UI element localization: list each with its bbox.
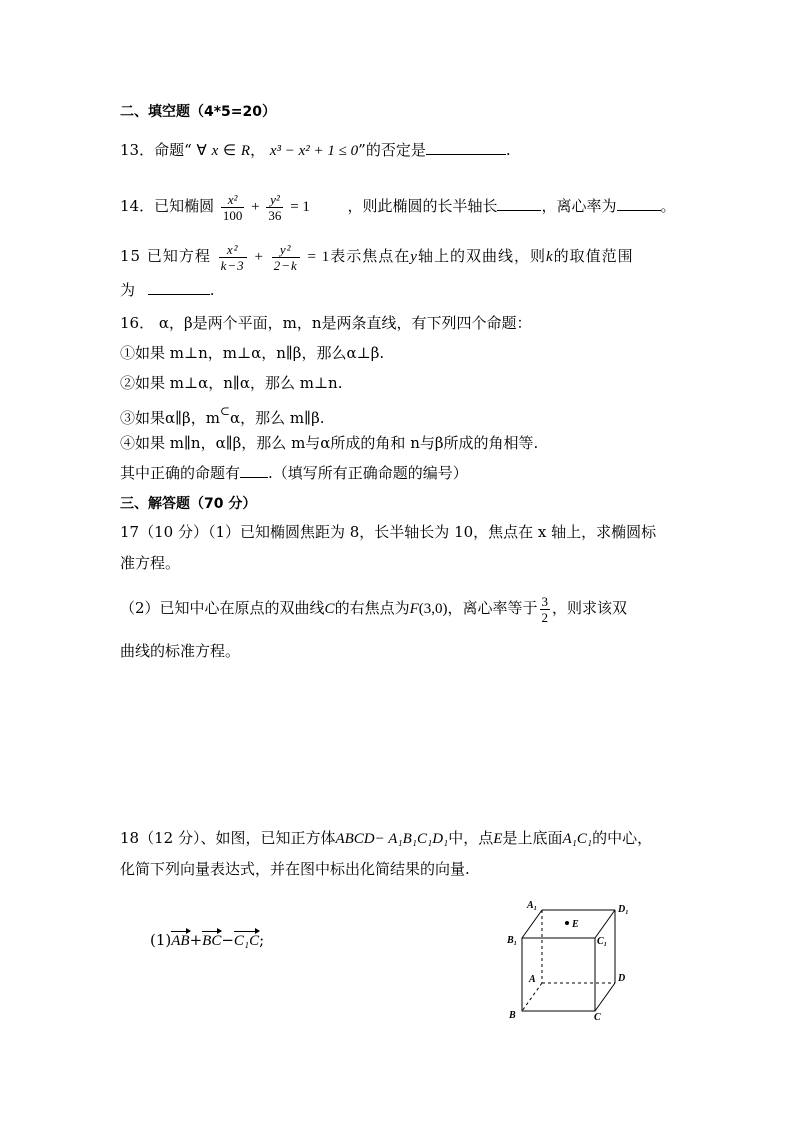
q17-line2: 准方程。 [120, 554, 181, 572]
q18-sub1 [150, 930, 264, 951]
q14-prefix: 14．已知椭圆 [120, 197, 215, 215]
q15-fraction-y: $\frac{\text{y²}}{2-k}$ [273, 241, 298, 273]
label-D1: D₁ [618, 904, 629, 915]
section-title-solve: 三、解答题（70 分） [120, 496, 257, 512]
q15-equals: = 1 [307, 249, 331, 265]
question-15 [120, 236, 634, 277]
q17-p2a: （2）已知中心在原点的双曲线 [120, 599, 325, 617]
q18-line1 [120, 828, 652, 849]
q17-part2 [120, 588, 627, 629]
q17-F-point: (3,0) [418, 601, 448, 617]
q13-in: ∈ [223, 143, 237, 159]
label-A1: A₁ [527, 900, 538, 911]
q14-fraction-y: $\frac{\text{y²}}{36}$ [268, 191, 282, 223]
q15-line2-text: 为 [120, 281, 136, 299]
label-C1: C₁ [597, 936, 608, 947]
q18-vector-BC: BC [202, 933, 222, 949]
q18-l1a: 18（12 分）、如图，已知正方体 [120, 829, 336, 847]
q16-item-2: ②如果 m⊥α，n∥α，那么 m⊥n. [120, 374, 343, 392]
q16-item3-a: ③如果α∥β，m [120, 409, 220, 427]
q13-suffix: ”的否定是 [358, 141, 426, 159]
q17-p2c: ，离心率等于 [447, 599, 538, 617]
q14-fraction-x: $\frac{\text{x²}}{100}$ [222, 191, 243, 223]
label-D: D [618, 973, 626, 984]
q18-face: A₁C₁ [562, 831, 593, 847]
q18-l1b: 中，点 [448, 829, 494, 847]
q16-item3-subset: ⊂ [219, 404, 231, 418]
q14-plus: + [251, 199, 260, 215]
q13-forall: ∀ [196, 143, 207, 159]
q16-item3-b: α，那么 m∥β. [230, 409, 325, 427]
point-E-dot [565, 921, 569, 925]
edge-AB-hidden [522, 983, 542, 1011]
label-B1: B₁ [507, 935, 518, 946]
q16-intro: 16． α，β是两个平面，m，n是两条直线，有下列四个命题： [120, 314, 532, 332]
q14-equals: = 1 [290, 199, 310, 215]
edge-A1B1 [522, 910, 542, 938]
label-A: A [529, 974, 536, 985]
q14-mid2: ，离心率为 [541, 197, 617, 215]
q16-item-1: ①如果 m⊥n，m⊥α，n∥β，那么α⊥β. [120, 344, 385, 362]
q15-prefix: 15 已知方程 [120, 247, 211, 265]
q18-sub-label: (1) [150, 931, 172, 949]
q18-cube: ABCD− A₁B₁C₁D₁ [335, 831, 449, 847]
q15-answer-blank[interactable] [148, 280, 210, 295]
q15-fraction-x: $\frac{\text{x²}}{k-3}$ [220, 241, 245, 273]
q18-line2: 化简下列向量表达式，并在图中标出化简结果的向量. [120, 860, 470, 878]
q18-op-plus: + [189, 931, 203, 949]
question-13 [120, 140, 511, 161]
q13-R: R [240, 143, 251, 159]
q18-sub-end: ; [259, 931, 265, 949]
q18-vector-C1C: C₁C [233, 933, 260, 949]
q18-op-minus: − [221, 931, 234, 949]
question-14 [120, 186, 676, 227]
label-B: B [509, 1010, 516, 1021]
q17-fraction: $\frac{3}{2}$ [541, 593, 549, 625]
q16-item-4: ④如果 m∥n，α∥β，那么 m与α所成的角和 n与β所成的角相等. [120, 434, 539, 452]
q13-x: x [211, 143, 219, 159]
q16-closing [120, 463, 468, 483]
edge-CD [595, 983, 615, 1011]
q14-blank-eccentricity[interactable] [617, 196, 661, 211]
q15-text1: 表示焦点在 [330, 247, 411, 265]
q15-end: . [209, 281, 215, 299]
q15-y: y [410, 249, 418, 265]
label-C: C [594, 1012, 601, 1023]
q13-prefix: 13．命题“ [120, 141, 192, 159]
q18-l1d: 的中心， [592, 829, 653, 847]
q16-item-3 [120, 403, 325, 428]
cube-figure [505, 898, 655, 1028]
q13-end: . [505, 141, 511, 159]
q14-mid: ，则此椭圆的长半轴长 [347, 197, 498, 215]
q16-closing-a: 其中正确的命题有 [120, 464, 241, 482]
q17-F: F [409, 601, 419, 617]
label-E: E [572, 919, 579, 930]
section-title-fill-blank: 二、填空题（4*5=20） [120, 104, 277, 120]
q15-text2: 轴上的双曲线，则 [417, 247, 546, 265]
q15-plus: + [254, 249, 264, 265]
q13-expression: x³ − x² + 1 ≤ 0 [269, 143, 359, 159]
q14-blank-axis[interactable] [497, 196, 541, 211]
q18-E: E [493, 831, 503, 847]
q18-l1c: 是上底面 [502, 829, 563, 847]
q17-line4: 曲线的标准方程。 [120, 642, 241, 660]
q18-vector-AB: AB [171, 933, 190, 949]
edge-D1C1 [595, 910, 615, 938]
q17-p2d: ，则求该双 [552, 599, 628, 617]
q17-p2b: 的右焦点为 [334, 599, 410, 617]
q17-C: C [324, 601, 335, 617]
q14-end: 。 [660, 197, 676, 215]
q16-closing-b: .（填写所有正确命题的编号） [268, 464, 468, 482]
q15-k: k [545, 249, 554, 265]
q15-text3: 的取值范围 [553, 247, 634, 265]
question-15-line2 [120, 280, 215, 300]
q16-answer-blank[interactable] [240, 463, 268, 478]
q13-answer-blank[interactable] [426, 140, 506, 155]
q17-line1: 17（10 分）（1）已知椭圆焦距为 8，长半轴长为 10，焦点在 x 轴上，求椭圆标 [120, 523, 657, 541]
q13-comma: ， [250, 141, 266, 159]
